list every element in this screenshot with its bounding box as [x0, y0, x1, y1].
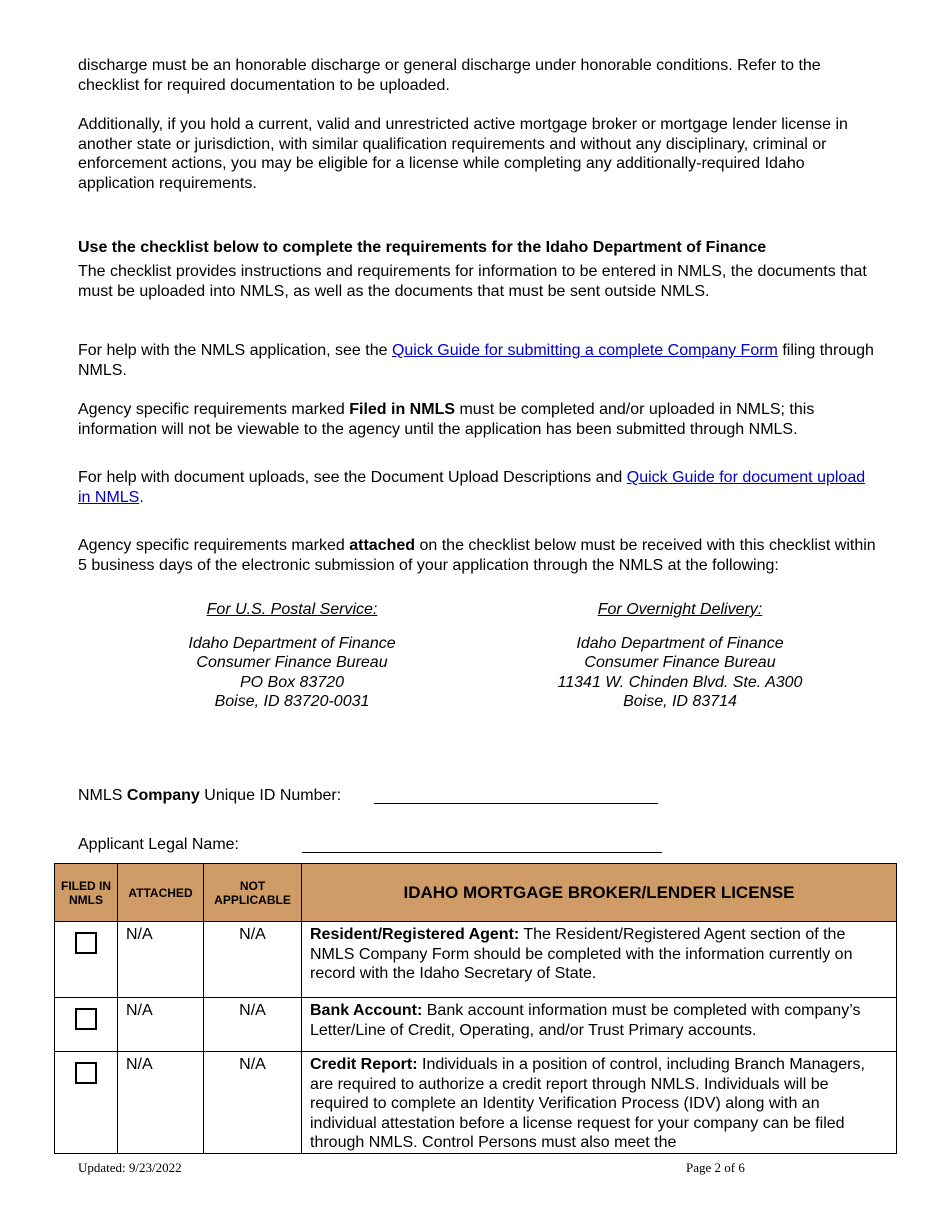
requirement-title: Credit Report: — [310, 1056, 418, 1073]
filed-checkbox[interactable] — [75, 1008, 97, 1030]
checklist-heading: Use the checklist below to complete the requirements for the Idaho Department of Finance — [78, 239, 767, 256]
requirement-text: Individuals in a position of control, including Branch Managers, are required to authorize a credit report through NMLS. Individuals will be required to complete an Identity Verification Process (IDV) along with an individual attestation before a license request for your company can be filed through NMLS. Control Persons must also meet the — [310, 1056, 865, 1152]
help-upload-text: For help with document uploads, see the Document Upload Descriptions and — [78, 469, 627, 486]
agency-attached-paragraph — [78, 536, 878, 575]
attached-cell: N/A — [118, 998, 204, 1052]
attached-cell: N/A — [118, 1052, 204, 1154]
filed-checkbox-cell — [55, 1052, 118, 1154]
postal-line: Consumer Finance Bureau — [196, 654, 388, 672]
header-attached: ATTACHED — [118, 864, 204, 922]
requirement-description — [302, 998, 897, 1052]
overnight-line: Idaho Department of Finance — [576, 634, 784, 652]
postal-heading: For U.S. Postal Service: — [206, 601, 378, 618]
filed-checkbox[interactable] — [75, 1062, 97, 1084]
not-applicable-cell: N/A — [204, 998, 302, 1052]
agency-attached-text-end: on the checklist below must be received with this checklist within 5 business days of the electronic submission of your application through the NMLS at the following: — [78, 537, 876, 574]
footer-updated-date: Updated: 9/23/2022 — [78, 1160, 182, 1175]
help-application-text-end: filing through NMLS. — [78, 342, 874, 379]
not-applicable-cell: N/A — [204, 922, 302, 998]
agency-attached-bold: attached — [349, 537, 416, 554]
table-row — [55, 998, 897, 1052]
checklist-intro: The checklist provides instructions and requirements for information to be entered in NMLS, the documents that must be uploaded into NMLS, as well as the documents that must be sent outside NMLS. — [78, 263, 867, 300]
attached-cell: N/A — [118, 922, 204, 998]
help-upload-paragraph — [78, 468, 878, 507]
footer-page-number: Page 2 of 6 — [686, 1160, 745, 1175]
header-filed-in-nmls: FILED IN NMLS — [55, 864, 118, 922]
header-not-applicable: NOT APPLICABLE — [204, 864, 302, 922]
quick-guide-upload-link[interactable]: Quick Guide for document upload in NMLS — [78, 469, 866, 506]
postal-line: PO Box 83720 — [239, 673, 345, 691]
nmls-label-prefix: NMLS — [78, 787, 127, 804]
agency-attached-text: Agency specific requirements marked — [78, 537, 350, 554]
postal-address — [162, 600, 422, 712]
postal-line: Idaho Department of Finance — [188, 634, 396, 652]
help-application-paragraph — [78, 341, 878, 380]
help-upload-text-end: . — [139, 488, 144, 506]
nmls-label-bold: Company — [126, 787, 200, 804]
intro-paragraph-1: discharge must be an honorable discharge or general discharge under honorable conditions. Refer to the checklist for required documentation to be uploaded. — [78, 57, 821, 94]
agency-filed-text-end: must be completed and/or uploaded in NMLS; this information will not be viewable to the agency until the application has been submitted through NMLS. — [78, 401, 815, 438]
nmls-company-id-field[interactable] — [374, 803, 658, 804]
requirement-text: Bank account information must be completed with company’s Letter/Line of Credit, Operating, and/or Trust Primary accounts. — [310, 1002, 861, 1039]
overnight-line: Boise, ID 83714 — [623, 693, 737, 711]
intro-paragraph-2: Additionally, if you hold a current, valid and unrestricted active mortgage broker or mortgage lender license in another state or jurisdiction, with similar qualification requirements and without any disciplinary, criminal or enforcement actions, you may be eligible for a license while completing any additionally-required Idaho application requirements. — [78, 116, 848, 192]
table-row — [55, 1052, 897, 1154]
not-applicable-cell: N/A — [204, 1052, 302, 1154]
agency-filed-text: Agency specific requirements marked — [78, 401, 350, 418]
overnight-line: Consumer Finance Bureau — [584, 654, 776, 672]
filed-checkbox-cell — [55, 998, 118, 1052]
quick-guide-company-form-link[interactable]: Quick Guide for submitting a complete Company Form — [391, 342, 778, 359]
filed-checkbox-cell — [55, 922, 118, 998]
requirement-description — [302, 1052, 897, 1154]
requirement-title: Resident/Registered Agent: — [310, 926, 520, 943]
header-license-title: IDAHO MORTGAGE BROKER/LENDER LICENSE — [302, 864, 897, 922]
agency-filed-paragraph — [78, 400, 878, 439]
table-row — [55, 922, 897, 998]
requirement-text: The Resident/Registered Agent section of the NMLS Company Form should be completed with the information currently on record with the Idaho Secretary of State. — [310, 926, 853, 983]
applicant-legal-name-field[interactable] — [302, 852, 662, 853]
requirement-description — [302, 922, 897, 998]
overnight-line: 11341 W. Chinden Blvd. Ste. A300 — [557, 673, 803, 691]
postal-line: Boise, ID 83720-0031 — [214, 693, 370, 711]
help-application-text: For help with the NMLS application, see the — [78, 342, 392, 359]
agency-filed-bold: Filed in NMLS — [349, 401, 456, 418]
nmls-label-suffix: Unique ID Number: — [199, 787, 342, 804]
requirements-table — [54, 863, 897, 1154]
table-header-row — [55, 864, 897, 922]
applicant-legal-name-label: Applicant Legal Name: — [78, 836, 239, 853]
filed-checkbox[interactable] — [75, 932, 97, 954]
overnight-address — [530, 600, 830, 712]
nmls-company-id-label — [78, 786, 341, 806]
requirement-title: Bank Account: — [310, 1002, 423, 1019]
overnight-heading: For Overnight Delivery: — [597, 601, 763, 618]
